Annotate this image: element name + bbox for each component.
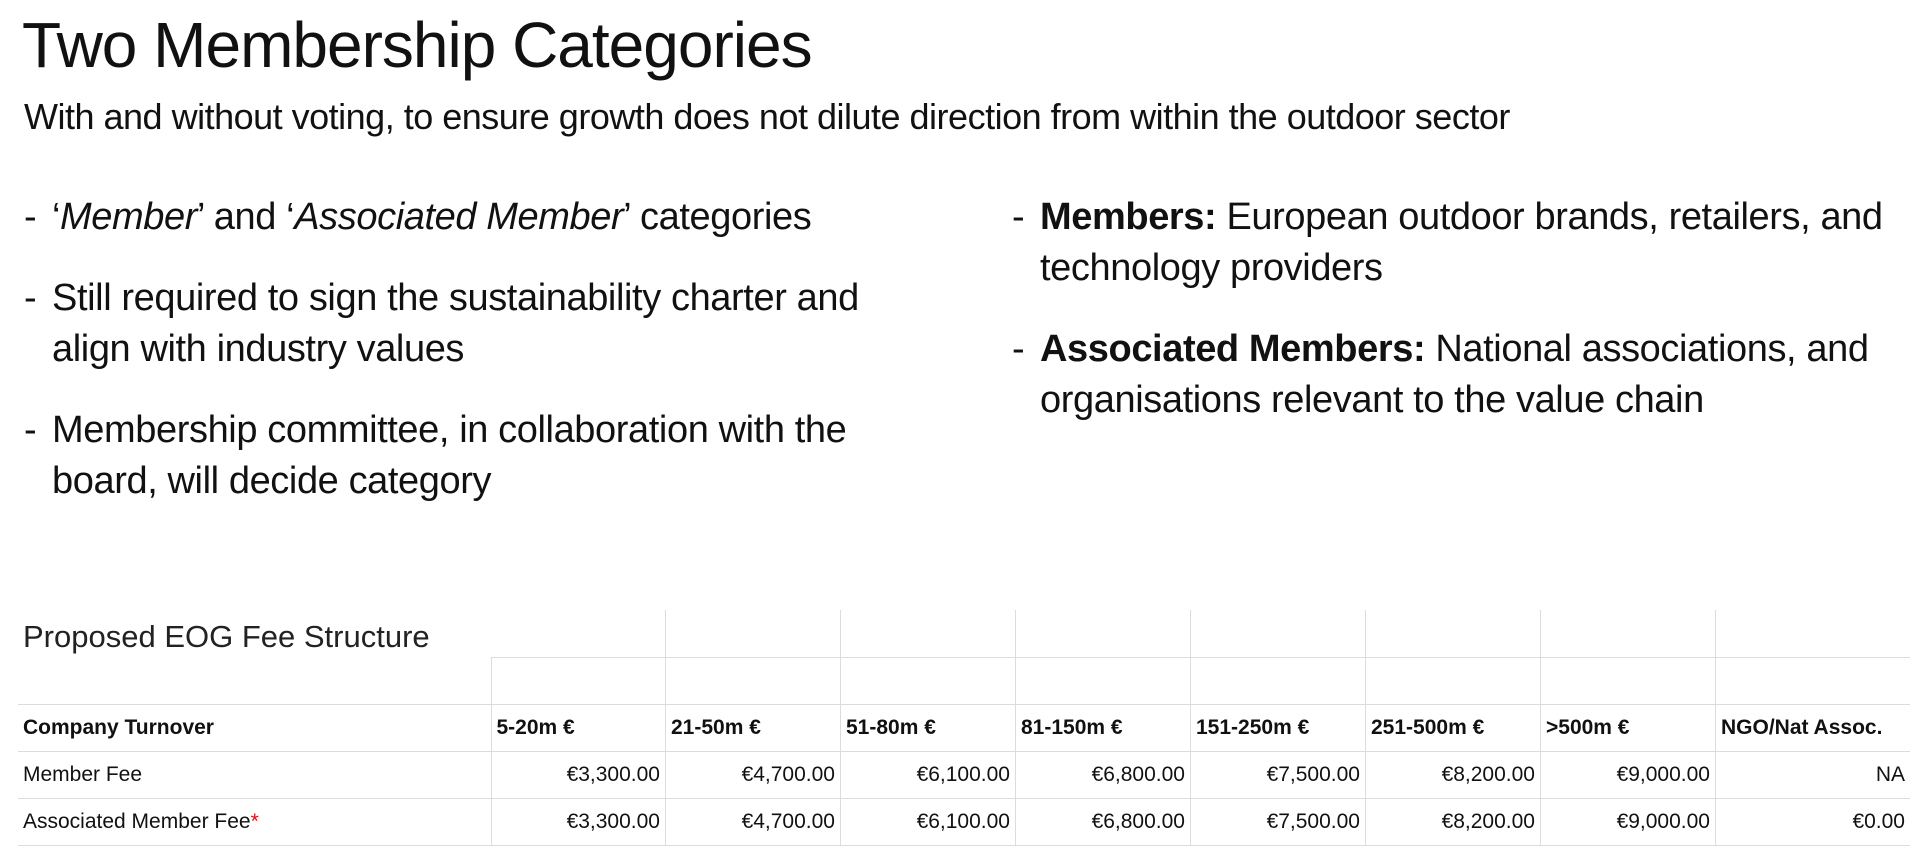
right-bullet-list: [1012, 192, 1912, 456]
bold-label: Members:: [1040, 196, 1217, 238]
bold-label: Associated Members:: [1040, 328, 1426, 370]
column-header: 51-80m €: [841, 704, 1016, 751]
fee-cell: €6,800.00: [1016, 751, 1191, 798]
bullet-item: [1012, 324, 1912, 426]
row-label: [18, 751, 491, 798]
text-fragment: National associations, and organisations relevant to the value chain: [1040, 328, 1869, 421]
column-header: 251-500m €: [1366, 704, 1541, 751]
table-row: [18, 798, 1910, 845]
bullet-text: [1040, 324, 1912, 426]
empty-cell: [1541, 610, 1716, 657]
table-header-row: [18, 704, 1910, 751]
bullet-text: [1040, 192, 1912, 294]
row-label: [18, 798, 491, 845]
column-header: 5-20m €: [491, 704, 666, 751]
bullet-item: [24, 273, 924, 375]
bullet-dash: -: [1012, 196, 1025, 238]
fee-cell: €4,700.00: [666, 798, 841, 845]
fee-cell: €6,800.00: [1016, 798, 1191, 845]
bullet-item: [1012, 192, 1912, 294]
fee-cell: €8,200.00: [1366, 751, 1541, 798]
table-caption: Proposed EOG Fee Structure: [23, 619, 430, 654]
fee-cell: €8,200.00: [1366, 798, 1541, 845]
italic-member: Member: [60, 196, 198, 238]
fee-cell: €9,000.00: [1541, 751, 1716, 798]
empty-cell: [1366, 610, 1541, 657]
fee-cell: €6,100.00: [841, 751, 1016, 798]
left-bullet-list: [24, 192, 924, 537]
empty-cell: [1716, 610, 1911, 657]
fee-cell: €3,300.00: [491, 798, 666, 845]
fee-cell: €4,700.00: [666, 751, 841, 798]
empty-cell: [1366, 657, 1541, 704]
text-fragment: ’ and ‘: [197, 196, 295, 238]
column-header: NGO/Nat Assoc.: [1716, 704, 1911, 751]
empty-cell: [1541, 657, 1716, 704]
bullet-dash: -: [24, 196, 37, 238]
row-label-text: Associated Member Fee: [23, 809, 251, 833]
table-caption-row: [18, 610, 1910, 657]
asterisk: *: [250, 809, 259, 833]
bullet-item: [24, 405, 924, 507]
page-title: Two Membership Categories: [22, 9, 812, 81]
fee-cell: €7,500.00: [1191, 751, 1366, 798]
empty-cell: [666, 657, 841, 704]
fee-cell: €6,100.00: [841, 798, 1016, 845]
empty-cell: [841, 610, 1016, 657]
empty-cell: [1191, 657, 1366, 704]
empty-cell: [1191, 610, 1366, 657]
bullet-dash: -: [24, 277, 37, 319]
bullet-dash: -: [1012, 328, 1025, 370]
empty-cell: [1016, 657, 1191, 704]
fee-cell: €9,000.00: [1541, 798, 1716, 845]
bullet-text: Membership committee, in collaboration with the board, will decide category: [52, 409, 847, 502]
empty-cell: [666, 610, 841, 657]
empty-cell: [1016, 610, 1191, 657]
column-header: 21-50m €: [666, 704, 841, 751]
text-fragment: ’ categories: [623, 196, 812, 238]
empty-cell: [491, 657, 666, 704]
fee-cell: €3,300.00: [491, 751, 666, 798]
empty-cell: [1716, 657, 1911, 704]
empty-cell: [18, 657, 491, 704]
fee-cell: NA: [1716, 751, 1911, 798]
italic-associated-member: Associated Member: [294, 196, 624, 238]
empty-cell: [841, 657, 1016, 704]
column-header: >500m €: [1541, 704, 1716, 751]
empty-cell: [491, 610, 666, 657]
page-subtitle: With and without voting, to ensure growth does not dilute direction from within the outdoor sector: [24, 96, 1510, 137]
table-row: [18, 751, 1910, 798]
table-blank-row: [18, 657, 1910, 704]
bullet-item: [24, 192, 924, 243]
column-header: Company Turnover: [18, 704, 491, 751]
fee-cell: €0.00: [1716, 798, 1911, 845]
fee-structure-table: [18, 610, 1910, 846]
row-label-text: Member Fee: [23, 762, 143, 786]
fee-cell: €7,500.00: [1191, 798, 1366, 845]
bullet-text: [52, 192, 924, 243]
column-header: 151-250m €: [1191, 704, 1366, 751]
bullet-text: Still required to sign the sustainability charter and align with industry values: [52, 277, 859, 370]
text-fragment: European outdoor brands, retailers, and technology providers: [1040, 196, 1883, 289]
bullet-dash: -: [24, 409, 37, 451]
column-header: 81-150m €: [1016, 704, 1191, 751]
text-fragment: ‘: [52, 196, 61, 238]
